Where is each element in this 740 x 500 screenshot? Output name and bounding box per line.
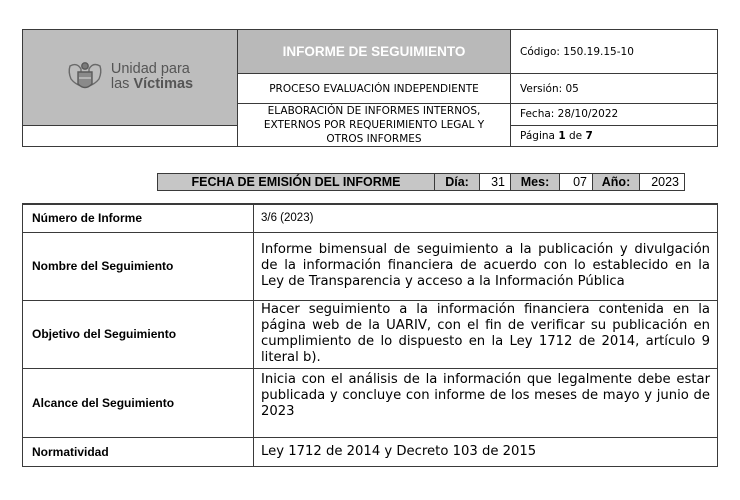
row-label-scope: Alcance del Seguimiento <box>23 368 254 437</box>
document-version: Versión: 05 <box>511 74 718 104</box>
brand-text <box>111 62 193 92</box>
brand-line-2 <box>111 77 193 92</box>
table-row <box>23 437 718 466</box>
page-number: 1 <box>558 129 566 142</box>
document-header <box>22 29 718 147</box>
table-row <box>23 300 718 368</box>
emission-label: FECHA DE EMISIÓN DEL INFORME <box>158 174 435 191</box>
document-code: Código: 150.19.15-10 <box>511 30 718 74</box>
row-label-report-number: Número de Informe <box>23 204 254 232</box>
process-name: PROCESO EVALUACIÓN INDEPENDIENTE <box>238 74 511 104</box>
document-date: Fecha: 28/10/2022 <box>511 104 718 126</box>
table-row <box>23 232 718 300</box>
day-value: 31 <box>480 174 511 191</box>
page-prefix: Página <box>520 129 559 142</box>
row-value-regulation: Ley 1712 de 2014 y Decreto 103 de 2015 <box>254 437 718 466</box>
page-indicator <box>511 125 718 147</box>
brand-line-1: Unidad para <box>110 61 190 78</box>
logo-cell <box>23 30 238 126</box>
procedure-name: ELABORACIÓN DE INFORMES INTERNOS, EXTERNOS POR REQUERIMIENTO LEGAL Y OTROS INFORMES <box>238 104 511 147</box>
month-label: Mes: <box>511 174 560 191</box>
row-value-objective: Hacer seguimiento a la información financiera contenida en la página web de la UARIV, con el fin de verificar su publicación en cumplimiento de lo dispuesto en la Ley 1712 de 2014, artículo 9 literal b). <box>254 300 718 368</box>
report-title: INFORME DE SEGUIMIENTO <box>238 30 511 74</box>
year-value: 2023 <box>640 174 685 191</box>
page-total: 7 <box>585 129 593 142</box>
year-label: Año: <box>593 174 640 191</box>
table-row <box>23 368 718 437</box>
row-value-report-number: 3/6 (2023) <box>254 204 718 232</box>
coat-of-arms-icon <box>67 60 103 94</box>
page-mid: de <box>565 129 586 142</box>
day-label: Día: <box>435 174 480 191</box>
row-label-tracking-name: Nombre del Seguimiento <box>23 232 254 300</box>
report-details-table <box>22 203 718 467</box>
brand-line-2-prefix: las <box>110 76 134 93</box>
row-label-regulation: Normatividad <box>23 437 254 466</box>
row-label-objective: Objetivo del Seguimiento <box>23 300 254 368</box>
table-row <box>23 204 718 232</box>
emission-date-row <box>157 173 685 191</box>
brand-line-2-bold: Víctimas <box>133 76 194 93</box>
row-value-scope: Inicia con el análisis de la información que legalmente debe estar publicada y concluye con informe de los meses de mayo y junio de 2023 <box>254 368 718 437</box>
month-value: 07 <box>560 174 593 191</box>
row-value-tracking-name: Informe bimensual de seguimiento a la publicación y divulgación de la información financiera de acuerdo con lo establecido en la Ley de Transparencia y acceso a la Información Pública <box>254 232 718 300</box>
logo <box>23 60 237 94</box>
logo-spacer <box>23 125 238 147</box>
